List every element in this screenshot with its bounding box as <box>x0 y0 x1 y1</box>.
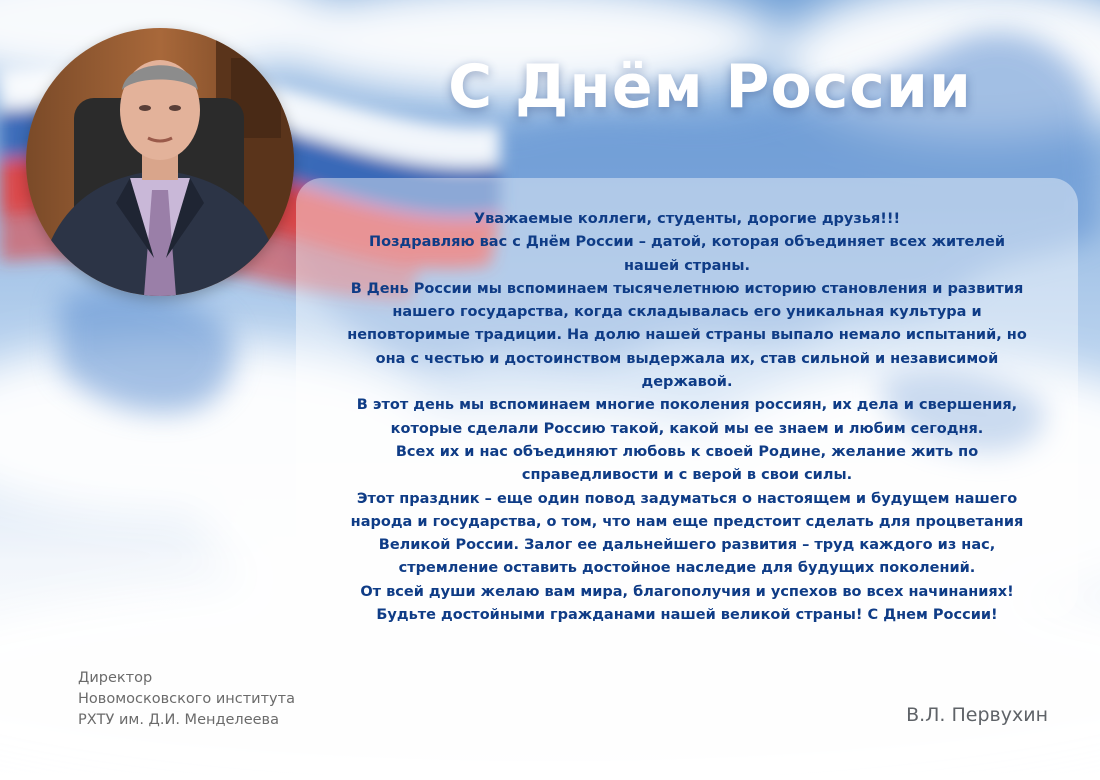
message-line: народа и государства, о том, что нам еще предстоит сделать для процветания <box>350 513 1024 530</box>
message-line: Всех их и нас объединяют любовь к своей Родине, желание жить по <box>395 443 979 460</box>
message-line: державой. <box>641 374 733 391</box>
message-line: нашей страны. <box>623 257 751 274</box>
message-line: От всей души желаю вам мира, благополучия и успехов во всех начинаниях! <box>360 583 1014 600</box>
message-line: она с честью и достоинством выдержала их, став сильной и независимой <box>375 350 999 367</box>
message-line: В этот день мы вспоминаем многие поколения россиян, их дела и свершения, <box>356 397 1018 414</box>
signer-position <box>78 668 295 731</box>
signer-position-line: РХТУ им. Д.И. Менделеева <box>78 712 279 728</box>
signer-name: В.Л. Первухин <box>906 704 1048 726</box>
message-line: которые сделали Россию такой, какой мы ее знаем и любим сегодня. <box>390 420 984 437</box>
signer-position-line: Директор <box>78 670 153 686</box>
portrait-illustration-icon <box>26 28 294 296</box>
greeting-message <box>306 208 1068 627</box>
message-line: справедливости и с верой в свои силы. <box>521 467 853 484</box>
portrait-photo <box>26 28 294 296</box>
message-line: В День России мы вспоминаем тысячелетнюю историю становления и развития <box>350 280 1024 297</box>
message-line: Этот праздник – еще один повод задуматься о настоящем и будущем нашего <box>356 490 1018 507</box>
signer-position-line: Новомосковского института <box>78 691 295 707</box>
message-line: Будьте достойными гражданами нашей великой страны! С Днем России! <box>376 607 998 624</box>
message-line: Великой России. Залог ее дальнейшего развития – труд каждого из нас, <box>378 537 996 554</box>
page-title: С Днём России <box>448 52 972 122</box>
message-line: Поздравляю вас с Днём России – датой, которая объединяет всех жителей <box>368 234 1006 251</box>
message-line: Уважаемые коллеги, студенты, дорогие друзья!!! <box>473 211 901 227</box>
message-line: нашего государства, когда складывалась его уникальная культура и <box>392 304 982 321</box>
message-line: неповторимые традиции. На долю нашей страны выпало немало испытаний, но <box>347 327 1027 344</box>
message-line: стремление оставить достойное наследие для будущих поколений. <box>398 560 976 577</box>
